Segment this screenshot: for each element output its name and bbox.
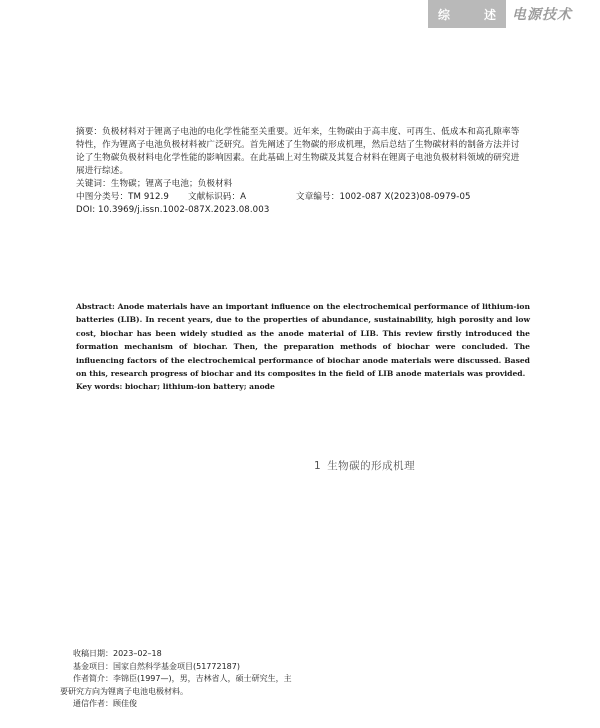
clc-number: 中图分类号：TM 912.9: [76, 192, 169, 202]
section-title-text: 生物碳的形成机理: [327, 460, 416, 472]
author-bio-line-1: 作者简介：李锦臣(1997—)，男，吉林省人，硕士研究生，主: [73, 674, 292, 684]
running-header: [428, 0, 600, 28]
section-tag-right: 述: [483, 7, 496, 22]
chinese-keywords: 关键词：生物碳；锂离子电池；负极材料: [76, 179, 233, 189]
document-code: 文献标识码：A: [188, 192, 247, 202]
english-abstract: [76, 300, 530, 394]
journal-name: 电源技术: [512, 7, 572, 23]
section-number: 1: [314, 460, 322, 472]
section-tag-left: 综: [438, 7, 451, 22]
section-heading: [314, 458, 415, 473]
english-abstract-text: Abstract: Anode materials have an important influence on the electrochemical performance of lithium-ion batteries (LIB). In recent years, due to the properties of abundance, sustainability, high porosity and low cost, biochar has been widely studied as the anode material of LIB. This review firstly introduced the formation mechanism of biochar. Then, the preparation methods of biochar were concluded. The influencing factors of the electrochemical performance of biochar anode materials were discussed. Based on this, research progress of biochar and its composites in the field of LIB anode materials was provided.: [76, 302, 530, 379]
chinese-abstract-text: 摘要：负极材料对于锂离子电池的电化学性能至关重要。近年来，生物碳由于高丰度、可再生、低成本和高孔隙率等特性，作为锂离子电池负极材料被广泛研究。首先阐述了生物碳的形成机理，然后总结了生物碳材料的制备方法并讨论了生物碳负极材料电化学性能的影响因素。在此基础上对生物碳及其复合材料在锂离子电池负极材料领域的研究进展进行综述。: [76, 127, 520, 176]
section-tag: [428, 0, 506, 28]
author-bio-line-2: 要研究方向为锂离子电池电极材料。: [60, 686, 188, 696]
corresponding-author: 通信作者：顾佳俊: [73, 699, 137, 709]
footnotes: [60, 648, 530, 711]
english-keywords: Key words: biochar; lithium-ion battery; anode: [76, 382, 275, 392]
doi: DOI: 10.3969/j.issn.1002-087X.2023.08.003: [76, 205, 270, 215]
article-number: 文章编号：1002-087 X(2023)08-0979-05: [296, 192, 471, 202]
received-date: 收稿日期：2023–02–18: [73, 649, 162, 658]
classification-row: [76, 191, 528, 204]
fund-project: 基金项目：国家自然科学基金项目(51772187): [73, 661, 240, 671]
chinese-abstract: [76, 126, 528, 217]
